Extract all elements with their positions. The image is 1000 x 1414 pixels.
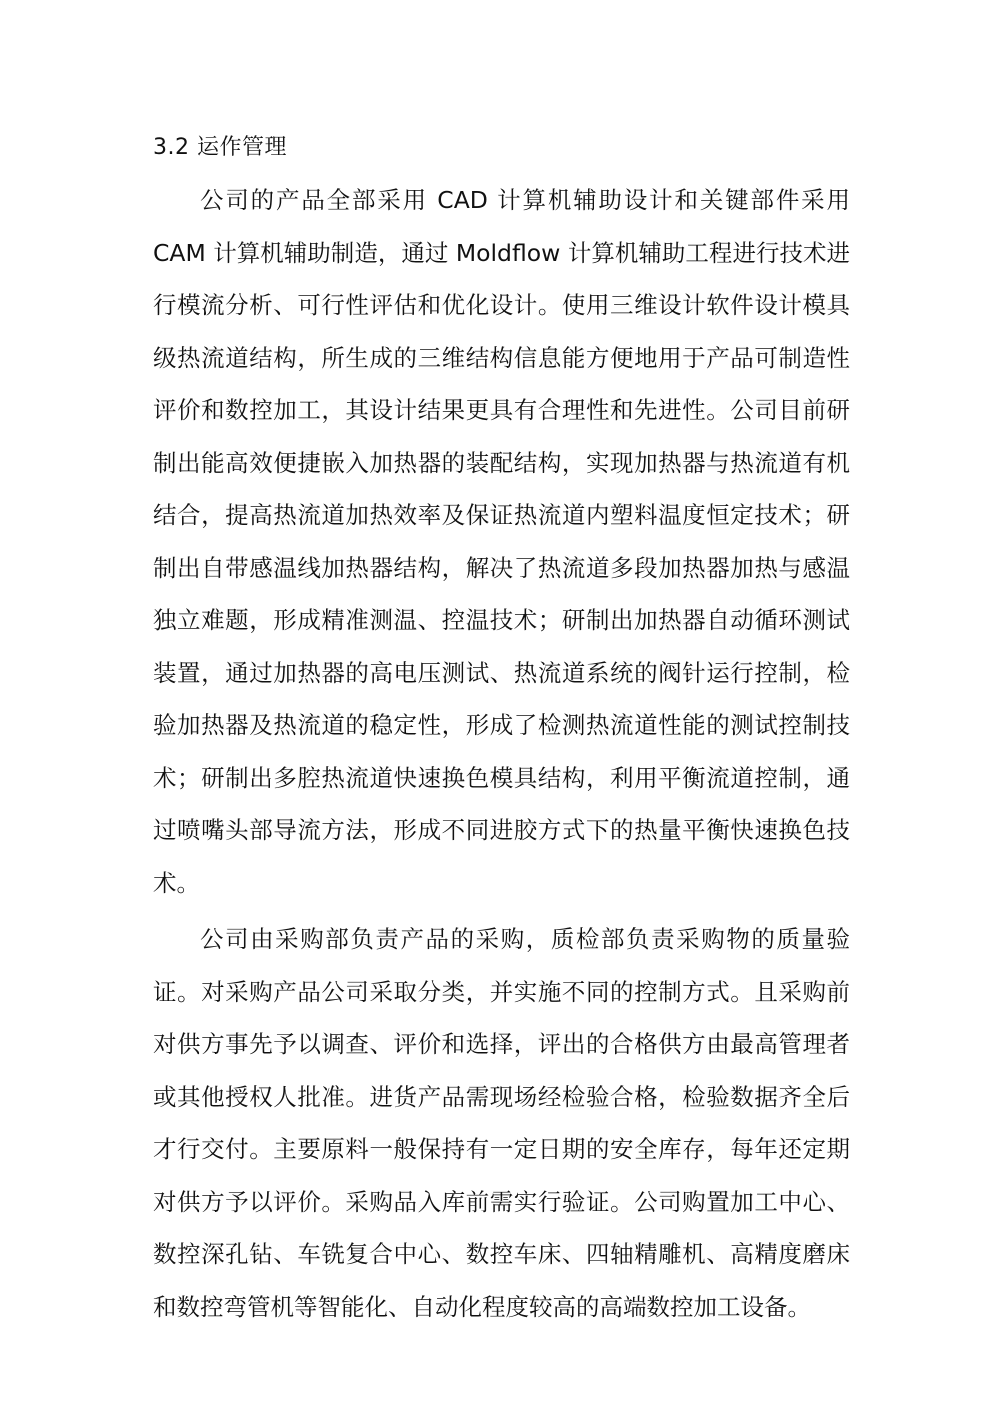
document-body <box>153 128 850 1333</box>
paragraph-design-technology: 公司的产品全部采用 CAD 计算机辅助设计和关键部件采用 CAM 计算机辅助制造，通过 Moldflow 计算机辅助工程进行技术进行模流分析、可行性评估和优化设计。使用三维设计软件设计模具级热流道结构，所生成的三维结构信息能方便地用于产品可制造性评价和数控加工，其设计结果更具有合理性和先进性。公司目前研制出能高效便捷嵌入加热器的装配结构，实现加热器与热流道有机结合，提高热流道加热效率及保证热流道内塑料温度恒定技术；研制出自带感温线加热器结构，解决了热流道多段加热器加热与感温独立难题，形成精准测温、控温技术；研制出加热器自动循环测试装置，通过加热器的高电压测试、热流道系统的阀针运行控制，检验加热器及热流道的稳定性，形成了检测热流道性能的测试控制技术；研制出多腔热流道快速换色模具结构，利用平衡流道控制，通过喷嘴头部导流方法，形成不同进胶方式下的热量平衡快速换色技术。 <box>153 186 850 897</box>
paragraph-procurement: 公司由采购部负责产品的采购，质检部负责采购物的质量验证。对采购产品公司采取分类，并实施不同的控制方式。且采购前对供方事先予以调查、评价和选择，评出的合格供方由最高管理者或其他授权人批准。进货产品需现场经检验合格，检验数据齐全后才行交付。主要原料一般保持有一定日期的安全库存，每年还定期对供方予以评价。采购品入库前需实行验证。公司购置加工中心、数控深孔钻、车铣复合中心、数控车床、四轴精雕机、高精度磨床和数控弯管机等智能化、自动化程度较高的高端数控加工设备。 <box>153 925 850 1321</box>
section-heading: 3.2 运作管理 <box>153 135 287 160</box>
